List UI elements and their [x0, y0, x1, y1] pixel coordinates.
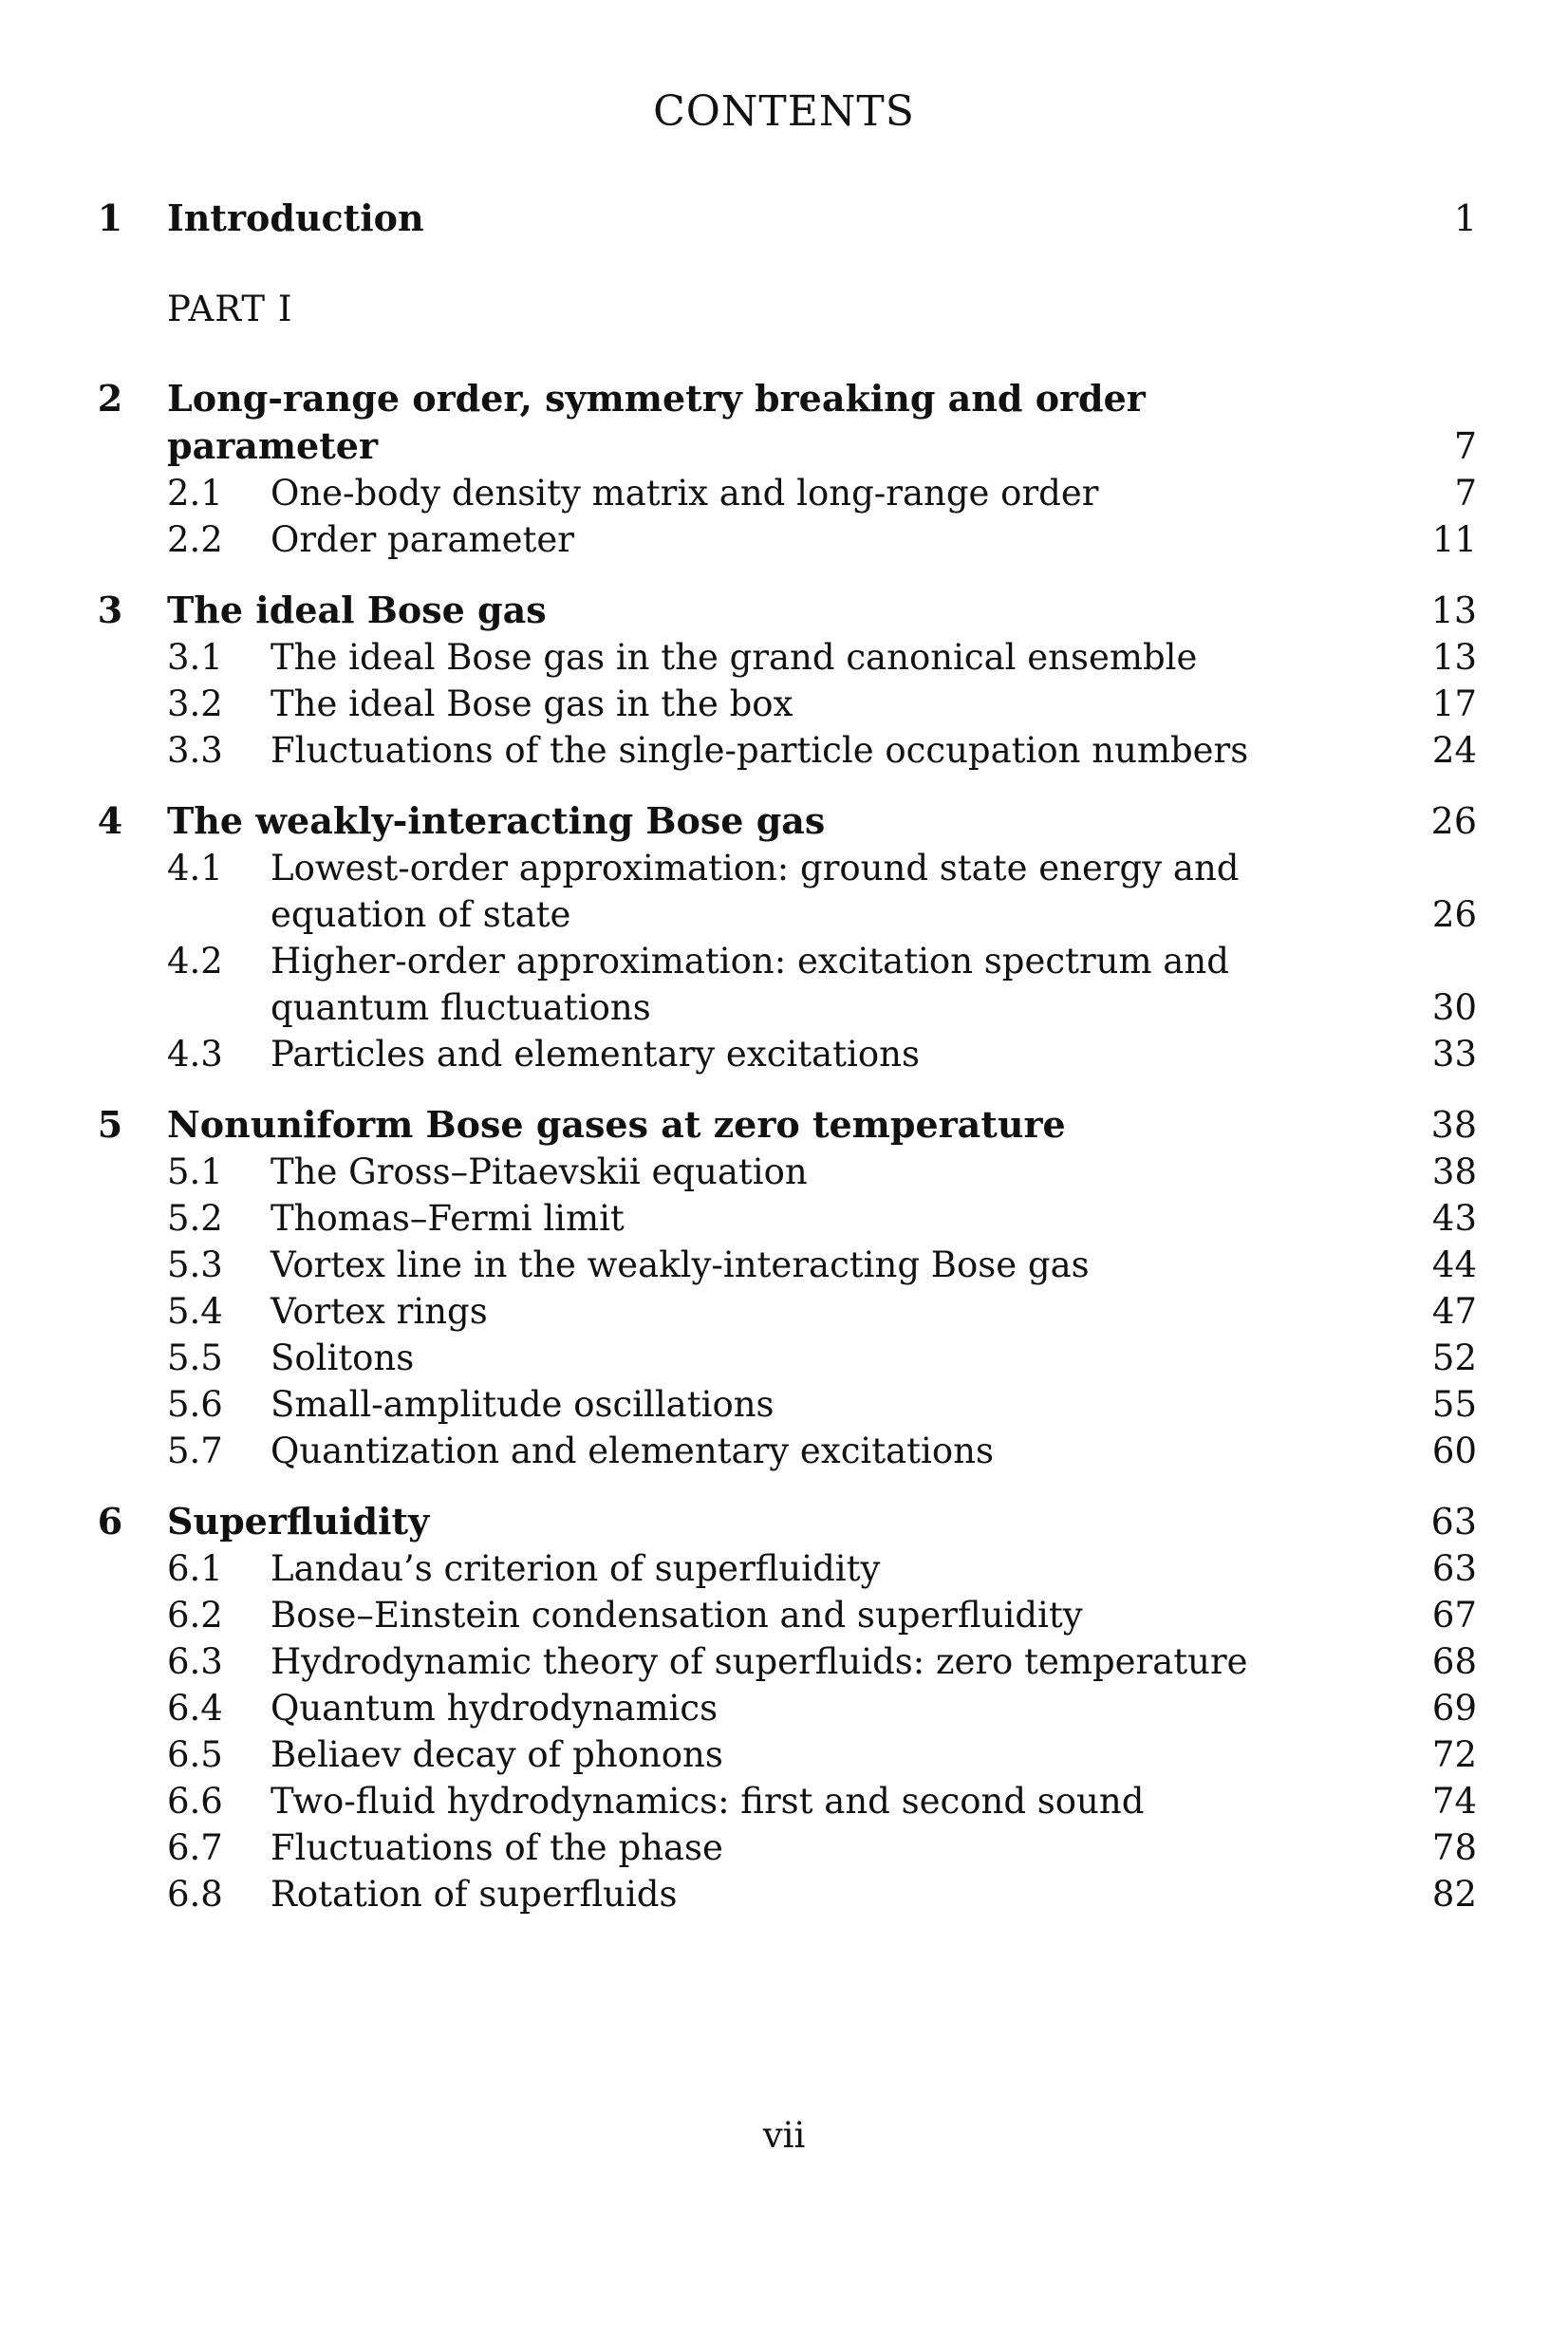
- page-number: 78: [1431, 1827, 1477, 1868]
- chapter-heading-continued[interactable]: [0, 422, 1568, 470]
- page-number: 63: [1430, 1501, 1477, 1543]
- page-number: 33: [1431, 1034, 1477, 1075]
- page-number: 38: [1431, 1151, 1477, 1192]
- section-title: Fluctuations of the phase: [271, 1827, 723, 1868]
- section-number: 6.5: [167, 1734, 223, 1775]
- chapter-3: [0, 587, 1568, 774]
- section-entry[interactable]: [0, 1871, 1568, 1917]
- page-number: 26: [1431, 894, 1477, 935]
- page-number: 55: [1431, 1384, 1477, 1425]
- section-title: Rotation of superfluids: [271, 1874, 678, 1915]
- section-number: 5.6: [167, 1384, 223, 1425]
- chapter-title: Introduction: [167, 196, 424, 239]
- section-entry[interactable]: [0, 1428, 1568, 1474]
- section-title: Order parameter: [271, 519, 574, 560]
- section-entry[interactable]: [0, 845, 1568, 891]
- page-number: 13: [1431, 637, 1477, 678]
- chapter-heading[interactable]: [0, 797, 1568, 845]
- chapter-heading[interactable]: [0, 587, 1568, 634]
- chapter-number: 1: [97, 196, 123, 239]
- section-title: Thomas–Fermi limit: [271, 1198, 625, 1239]
- section-entry[interactable]: [0, 1335, 1568, 1381]
- page-number: 26: [1430, 800, 1477, 842]
- page-number: 13: [1430, 589, 1477, 631]
- chapter-title: Nonuniform Bose gases at zero temperature: [167, 1103, 1066, 1146]
- chapter-number: 5: [97, 1103, 123, 1146]
- section-title: Particles and elementary excitations: [271, 1034, 920, 1075]
- chapter-title: The weakly-interacting Bose gas: [167, 799, 826, 842]
- page-number: 7: [1453, 425, 1477, 467]
- section-entry[interactable]: [0, 1031, 1568, 1077]
- section-entry[interactable]: [0, 1731, 1568, 1778]
- section-entry[interactable]: [0, 470, 1568, 516]
- page-number: 43: [1431, 1198, 1477, 1239]
- section-number: 5.4: [167, 1291, 223, 1332]
- section-title: Higher-order approximation: excitation spectrum and: [271, 941, 1229, 982]
- section-entry[interactable]: [0, 1824, 1568, 1871]
- section-title: Hydrodynamic theory of superfluids: zero temperature: [271, 1641, 1248, 1682]
- section-title: The ideal Bose gas in the box: [271, 683, 793, 724]
- section-number: 6.4: [167, 1688, 223, 1729]
- section-title-continued: quantum fluctuations: [271, 987, 651, 1028]
- section-number: 2.2: [167, 519, 223, 560]
- section-number: 3.2: [167, 683, 223, 724]
- page-number: 47: [1431, 1291, 1477, 1332]
- section-entry[interactable]: [0, 516, 1568, 563]
- page-number: 68: [1431, 1641, 1477, 1682]
- part-heading: [0, 286, 1568, 333]
- page-number: 44: [1431, 1244, 1477, 1285]
- section-title: Vortex line in the weakly-interacting Bose gas: [271, 1244, 1090, 1285]
- section-number: 3.3: [167, 730, 223, 771]
- chapter-1: [0, 195, 1568, 242]
- page-title: CONTENTS: [653, 87, 915, 136]
- chapter-5: [0, 1101, 1568, 1474]
- page-number: 11: [1431, 519, 1477, 560]
- chapter-number: 4: [97, 799, 123, 842]
- section-number: 5.5: [167, 1337, 223, 1378]
- section-entry[interactable]: [0, 681, 1568, 727]
- section-entry[interactable]: [0, 1638, 1568, 1685]
- section-title: Quantization and elementary excitations: [271, 1431, 994, 1471]
- page-number: 24: [1431, 730, 1477, 771]
- chapter-title: The ideal Bose gas: [167, 589, 547, 631]
- page-number: 7: [1454, 473, 1477, 514]
- section-title: Solitons: [271, 1337, 415, 1378]
- section-number: 6.3: [167, 1641, 223, 1682]
- section-entry[interactable]: [0, 1592, 1568, 1638]
- section-number: 5.2: [167, 1198, 223, 1239]
- section-title: Lowest-order approximation: ground state energy and: [271, 848, 1240, 888]
- page-number: 38: [1430, 1104, 1477, 1146]
- section-entry[interactable]: [0, 1381, 1568, 1428]
- page-number: 30: [1431, 987, 1477, 1028]
- page-number: 69: [1431, 1688, 1477, 1729]
- section-title: The ideal Bose gas in the grand canonical ensemble: [271, 637, 1198, 678]
- chapter-6: [0, 1498, 1568, 1917]
- chapter-number: 3: [97, 589, 123, 631]
- section-number: 2.1: [167, 473, 223, 514]
- section-title: Landau’s criterion of superfluidity: [271, 1548, 881, 1589]
- chapter-heading[interactable]: [0, 1101, 1568, 1149]
- section-entry[interactable]: [0, 1195, 1568, 1242]
- page-number: 82: [1431, 1874, 1477, 1915]
- section-number: 4.1: [167, 848, 223, 888]
- chapter-title: Superfluidity: [167, 1500, 430, 1543]
- chapter-title: Long-range order, symmetry breaking and order: [167, 377, 1146, 420]
- section-entry[interactable]: [0, 1149, 1568, 1195]
- section-number: 5.3: [167, 1244, 223, 1285]
- section-title: Vortex rings: [271, 1291, 488, 1332]
- chapter-2: [0, 375, 1568, 563]
- section-number: 4.2: [167, 941, 223, 982]
- section-title: Bose–Einstein condensation and superfluidity: [271, 1595, 1083, 1636]
- page-number: 1: [1453, 197, 1477, 239]
- section-entry[interactable]: [0, 1778, 1568, 1824]
- table-of-contents: [0, 195, 1568, 1917]
- chapter-heading[interactable]: [0, 1498, 1568, 1545]
- section-entry-continued[interactable]: [0, 984, 1568, 1031]
- section-title: One-body density matrix and long-range order: [271, 473, 1099, 514]
- page-number: 74: [1431, 1781, 1477, 1822]
- page-number: 17: [1431, 683, 1477, 724]
- section-number: 5.1: [167, 1151, 223, 1192]
- page-number: 63: [1431, 1548, 1477, 1589]
- chapter-heading[interactable]: [0, 375, 1568, 422]
- section-title: Beliaev decay of phonons: [271, 1734, 723, 1775]
- part-label: PART I: [167, 289, 293, 329]
- section-number: 6.2: [167, 1595, 223, 1636]
- section-entry[interactable]: [0, 634, 1568, 681]
- chapter-number: 2: [97, 377, 123, 420]
- section-title: The Gross–Pitaevskii equation: [271, 1151, 808, 1192]
- section-number: 6.1: [167, 1548, 223, 1589]
- section-number: 3.1: [167, 637, 223, 678]
- page-number: 60: [1431, 1431, 1477, 1471]
- page-number: 67: [1431, 1595, 1477, 1636]
- section-number: 6.6: [167, 1781, 223, 1822]
- section-entry[interactable]: [0, 1545, 1568, 1592]
- section-title: Quantum hydrodynamics: [271, 1688, 719, 1729]
- section-number: 6.7: [167, 1827, 223, 1868]
- section-number: 5.7: [167, 1431, 223, 1471]
- section-title: Fluctuations of the single-particle occupation numbers: [271, 730, 1249, 771]
- section-entry[interactable]: [0, 938, 1568, 984]
- section-title: Two-fluid hydrodynamics: first and second sound: [271, 1781, 1145, 1822]
- section-title: Small-amplitude oscillations: [271, 1384, 775, 1425]
- section-entry[interactable]: [0, 727, 1568, 774]
- chapter-number: 6: [97, 1500, 123, 1543]
- chapter-4: [0, 797, 1568, 1077]
- section-entry[interactable]: [0, 1288, 1568, 1335]
- page-folio: vii: [762, 2115, 806, 2156]
- chapter-title-continued: parameter: [167, 424, 378, 467]
- section-entry-continued[interactable]: [0, 891, 1568, 938]
- section-title-continued: equation of state: [271, 894, 571, 935]
- section-entry[interactable]: [0, 1685, 1568, 1731]
- chapter-heading[interactable]: [0, 195, 1568, 242]
- section-number: 6.8: [167, 1874, 223, 1915]
- section-number: 4.3: [167, 1034, 223, 1075]
- section-entry[interactable]: [0, 1242, 1568, 1288]
- page-number: 52: [1431, 1337, 1477, 1378]
- page-number: 72: [1431, 1734, 1477, 1775]
